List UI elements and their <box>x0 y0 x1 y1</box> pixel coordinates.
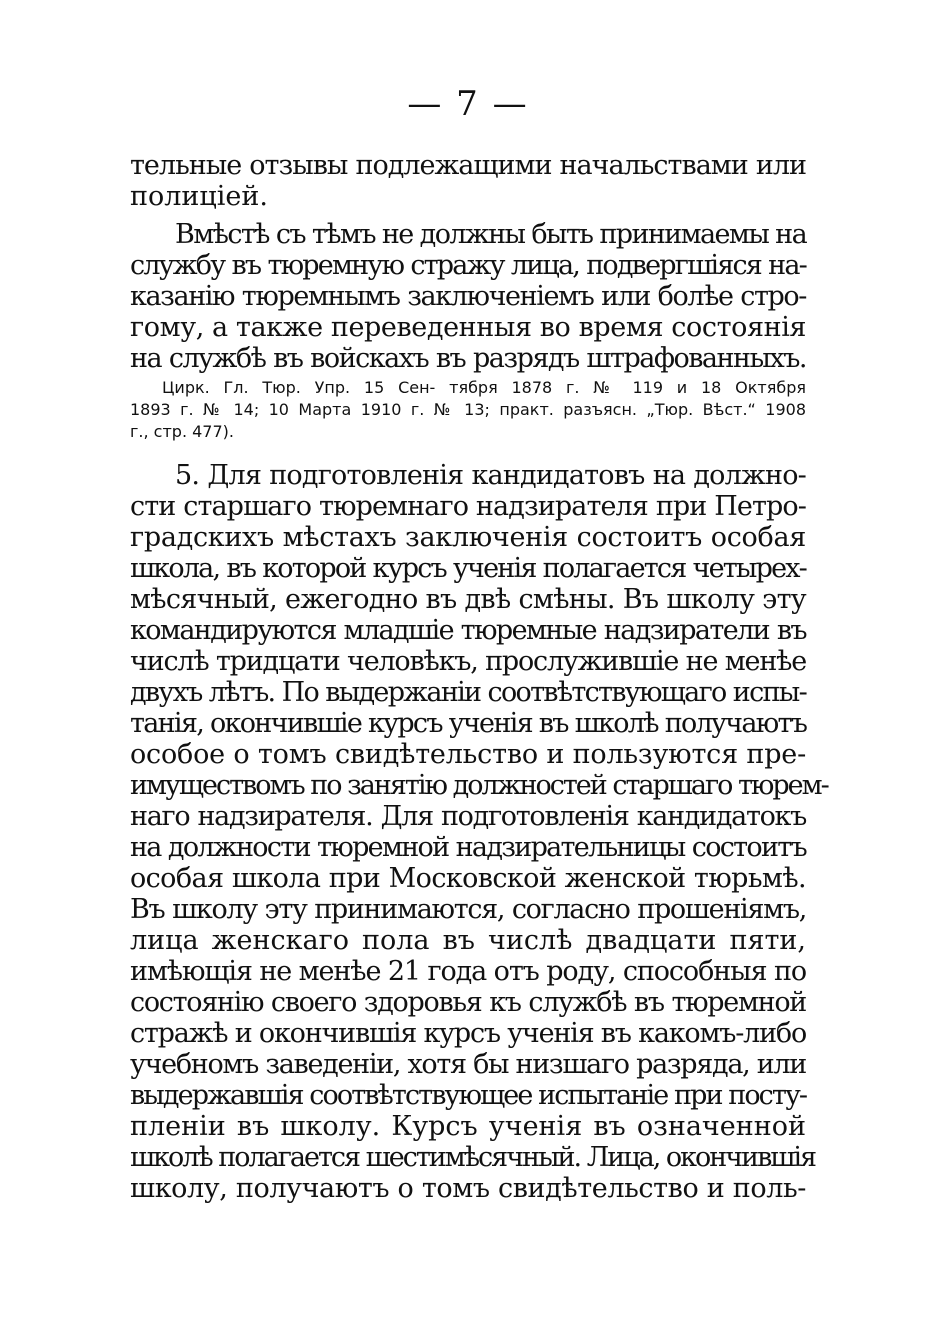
text-line: мѣсячный, ежегодно въ двѣ смѣны. Въ школу эту <box>130 584 806 615</box>
text-line: наго надзирателя. Для подготовленiя кандидатокъ <box>130 801 806 832</box>
text-line: имѣющiя не менѣе 21 года отъ роду, способныя по <box>130 956 806 987</box>
text-line: казанiю тюремнымъ заключенiемъ или болѣе стро- <box>130 281 806 312</box>
text-line: имуществомъ по занятiю должностей старшаго тюрем- <box>130 770 828 801</box>
citation-line: г., стр. 477). <box>130 422 234 441</box>
text-line: особая школа при Московской женской тюрьмѣ. <box>130 863 806 894</box>
text-line: школа, въ которой курсъ ученiя полагается четырех- <box>130 553 806 584</box>
text-line: учебномъ заведенiи, хотя бы низшаго разряда, или <box>130 1049 806 1080</box>
text-line: Въ школу эту принимаются, согласно прошенiямъ, <box>130 894 806 925</box>
text-line: на службѣ въ войскахъ въ разрядъ штрафованныхъ. <box>130 343 806 374</box>
text-line: сти старшаго тюремнаго надзирателя при Петро- <box>130 491 806 522</box>
text-line: пленiи въ школу. Курсъ ученiя въ означенной <box>130 1111 806 1142</box>
text-line: гому, а также переведенныя во время состоянiя <box>130 312 807 343</box>
text-line: двухъ лѣтъ. По выдержанiи соотвѣтствующаго испы- <box>130 677 806 708</box>
text-line: лица женскаго пола въ числѣ двадцати пяти, <box>130 925 806 956</box>
text-line: особое о томъ свидѣтельство и пользуются пре- <box>130 739 806 770</box>
text-line: числѣ тридцати человѣкъ, прослужившiе не менѣе <box>130 646 806 677</box>
text-line: службу въ тюремную стражу лица, подвергшiяся на- <box>130 250 806 281</box>
text-line: танiя, окончившiе курсъ ученiя въ школѣ получаютъ <box>130 708 807 739</box>
text-line: тельные отзывы подлежащими начальствами или <box>130 150 806 181</box>
text-line: 5. Для подготовленiя кандидатовъ на должно- <box>175 460 806 491</box>
text-line: Вмѣстѣ съ тѣмъ не должны быть принимаемы на <box>175 219 807 250</box>
text-line: выдержавшiя соотвѣтствующее испытанiе при посту- <box>130 1080 807 1111</box>
text-line: на должности тюремной надзирательницы состоитъ <box>130 832 806 863</box>
page-number: — 7 — <box>407 84 529 124</box>
text-line: школѣ полагается шестимѣсячный. Лица, окончившiя <box>130 1142 816 1173</box>
citation-line: Цирк. Гл. Тюр. Упр. 15 Сен- тября 1878 г. № 119 и 18 Октября <box>162 378 806 397</box>
text-line: школу, получаютъ о томъ свидѣтельство и поль- <box>130 1173 806 1204</box>
text-line: стражѣ и окончившiя курсъ ученiя въ какомъ-либо <box>130 1018 807 1049</box>
text-line: градскихъ мѣстахъ заключенiя состоитъ особая <box>130 522 806 553</box>
text-line: командируются младшiе тюремные надзиратели въ <box>130 615 806 646</box>
text-line: состоянiю своего здоровья къ службѣ въ тюремной <box>130 987 806 1018</box>
citation-line: 1893 г. № 14; 10 Марта 1910 г. № 13; практ. разъясн. „Тюр. Вѣст.“ 1908 <box>130 400 806 419</box>
text-line: полицiей. <box>130 181 268 212</box>
